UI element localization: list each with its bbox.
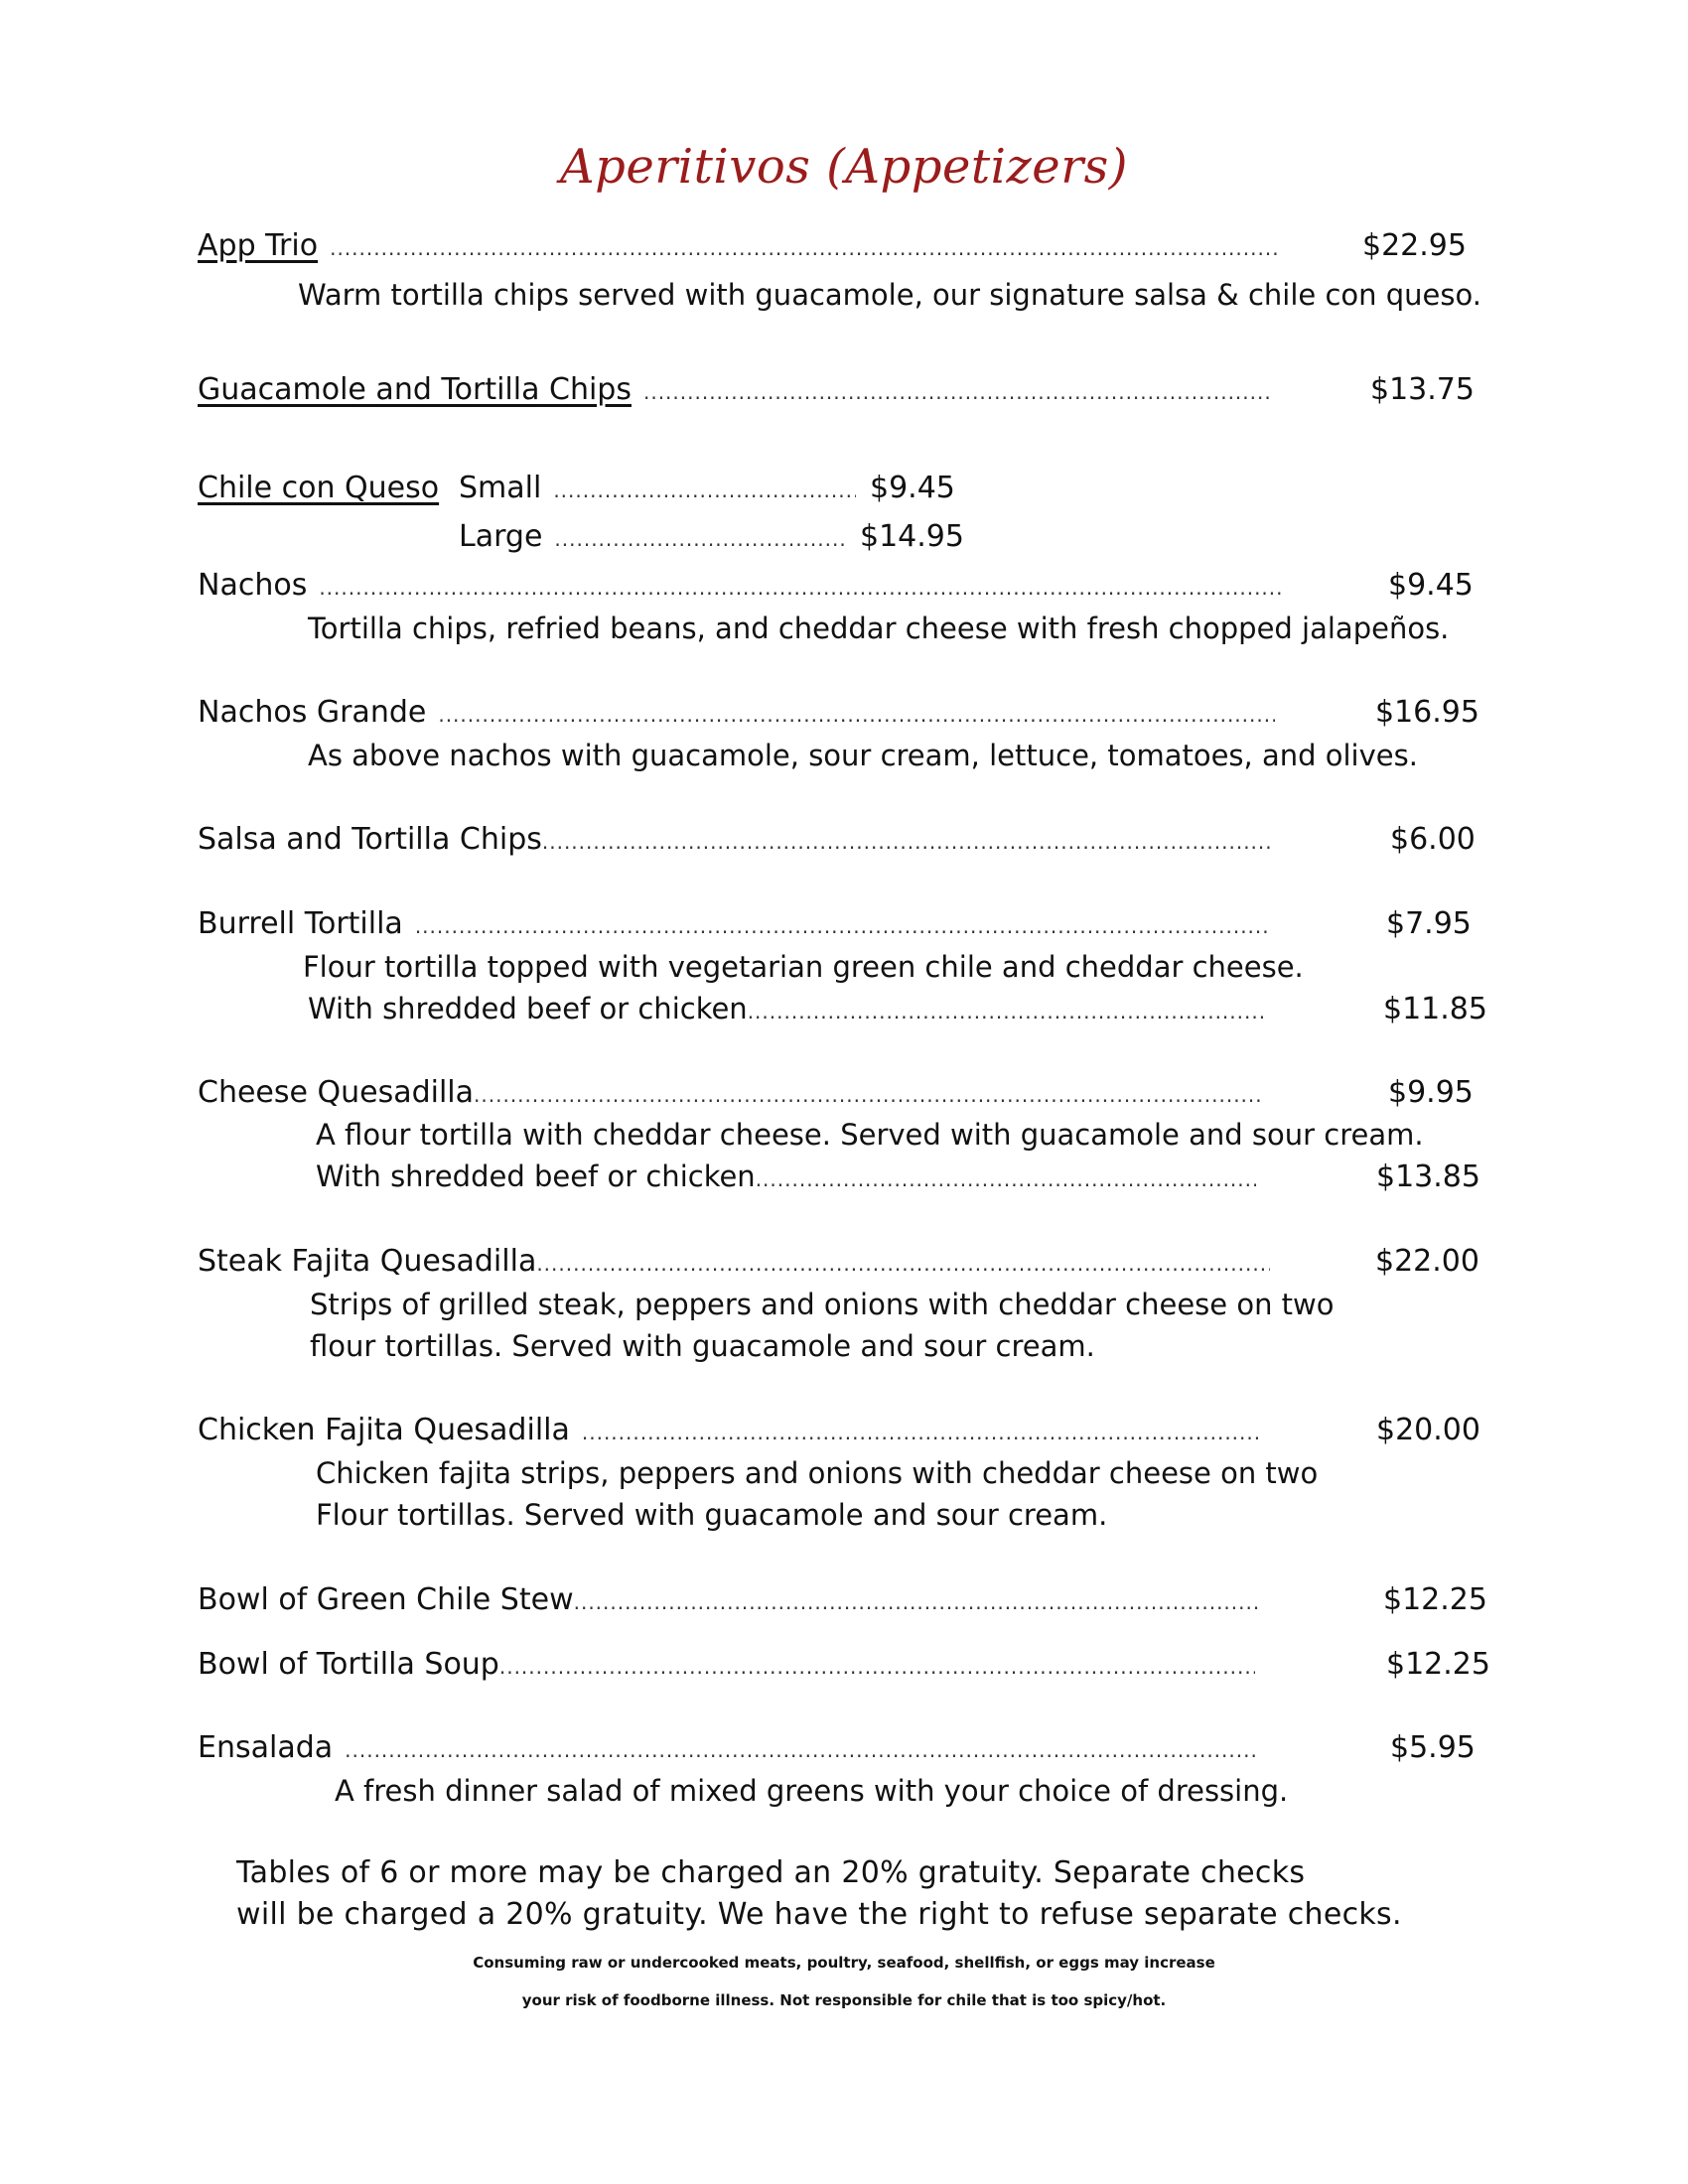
menu-item-salsa	[198, 822, 1270, 864]
leader-dots	[643, 380, 1270, 404]
item-price: $20.00	[1376, 1413, 1480, 1447]
item-price: $11.85	[1383, 992, 1487, 1026]
leader-dots	[536, 1252, 1270, 1276]
item-name: Nachos Grande	[198, 695, 427, 730]
gratuity-notice: will be charged a 20% gratuity. We have the right to refuse separate checks.	[236, 1897, 1402, 1932]
item-name: Ensalada	[198, 1730, 334, 1765]
item-price: $9.95	[1388, 1075, 1474, 1110]
leader-dots	[756, 1167, 1256, 1191]
leader-dots	[554, 527, 846, 551]
menu-item-cheese-quesadilla	[198, 1075, 1262, 1117]
menu-item-ensalada	[198, 1730, 1258, 1772]
leader-dots	[330, 236, 1280, 260]
item-name: Nachos	[198, 568, 308, 603]
option-label: With shredded beef or chicken	[316, 1160, 756, 1193]
item-price: $6.00	[1390, 822, 1476, 857]
item-name: Bowl of Tortilla Soup	[198, 1647, 499, 1682]
item-price: $5.95	[1390, 1730, 1476, 1765]
menu-item-tortilla-soup	[198, 1647, 1255, 1689]
leader-dots	[582, 1421, 1260, 1444]
size-label: Small	[459, 471, 542, 505]
leader-dots	[574, 1590, 1258, 1614]
leader-dots	[438, 703, 1275, 727]
item-name: Bowl of Green Chile Stew	[198, 1582, 574, 1617]
item-description: A flour tortilla with cheddar cheese. Served with guacamole and sour cream.	[316, 1118, 1424, 1152]
health-warning: your risk of foodborne illness. Not responsible for chile that is too spicy/hot.	[521, 1991, 1167, 2009]
item-name: Cheese Quesadilla	[198, 1075, 475, 1110]
item-description: flour tortillas. Served with guacamole and sour cream.	[310, 1329, 1095, 1363]
leader-dots	[415, 914, 1270, 938]
item-description: As above nachos with guacamole, sour cream, lettuce, tomatoes, and olives.	[308, 739, 1418, 772]
leader-dots	[748, 1000, 1266, 1024]
item-name: Salsa and Tortilla Chips	[198, 822, 542, 857]
item-price: $9.45	[1388, 568, 1474, 603]
item-price: $13.85	[1376, 1160, 1480, 1194]
item-price: $12.25	[1383, 1582, 1487, 1617]
item-description: Strips of grilled steak, peppers and onions with cheddar cheese on two	[310, 1288, 1335, 1321]
leader-dots	[499, 1655, 1255, 1679]
item-price: $22.00	[1375, 1244, 1479, 1279]
item-description: Warm tortilla chips served with guacamole, our signature salsa & chile con queso.	[298, 278, 1481, 312]
leader-dots	[542, 830, 1270, 854]
menu-item-nachos-grande	[198, 695, 1275, 737]
item-price: $13.75	[1370, 372, 1475, 407]
leader-dots	[474, 1083, 1262, 1107]
item-name: Steak Fajita Quesadilla	[198, 1244, 537, 1279]
menu-item-queso-large	[459, 519, 846, 561]
item-description: Tortilla chips, refried beans, and cheddar cheese with fresh chopped jalapeños.	[308, 612, 1450, 645]
item-name: App Trio	[198, 228, 319, 263]
item-description: Flour tortilla topped with vegetarian green chile and cheddar cheese.	[303, 950, 1304, 984]
menu-item-app-trio	[198, 228, 1280, 270]
menu-item-burrell	[198, 906, 1270, 948]
menu-item-steak-quesadilla	[198, 1244, 1270, 1286]
item-price: $9.45	[870, 471, 955, 505]
option-label: With shredded beef or chicken	[308, 992, 748, 1025]
leader-dots	[319, 576, 1282, 600]
menu-item-queso-small	[459, 471, 856, 512]
item-description: Chicken fajita strips, peppers and onions with cheddar cheese on two	[316, 1456, 1319, 1490]
gratuity-notice: Tables of 6 or more may be charged an 20% gratuity. Separate checks	[236, 1855, 1306, 1890]
size-label: Large	[459, 519, 543, 554]
item-description: A fresh dinner salad of mixed greens with your choice of dressing.	[335, 1774, 1289, 1808]
leader-dots	[345, 1738, 1258, 1762]
menu-item-cheese-quesadilla-meat	[316, 1160, 1256, 1201]
item-name: Chicken Fajita Quesadilla	[198, 1413, 570, 1447]
item-price: $7.95	[1386, 906, 1472, 941]
menu-item-burrell-meat	[308, 992, 1266, 1033]
item-price: $16.95	[1375, 695, 1479, 730]
menu-item-green-chile-stew	[198, 1582, 1258, 1624]
menu-item-nachos	[198, 568, 1282, 610]
leader-dots	[553, 478, 856, 502]
health-warning: Consuming raw or undercooked meats, poultry, seafood, shellfish, or eggs may increase	[473, 1954, 1215, 1972]
item-price: $22.95	[1362, 228, 1467, 263]
menu-item-guacamole	[198, 372, 1270, 414]
item-name: Guacamole and Tortilla Chips	[198, 372, 632, 407]
page-title: Aperitivos (Appetizers)	[559, 139, 1129, 195]
menu-item-chicken-quesadilla	[198, 1413, 1260, 1454]
item-price: $14.95	[860, 519, 964, 554]
item-description: Flour tortillas. Served with guacamole and sour cream.	[316, 1498, 1108, 1532]
item-name: Burrell Tortilla	[198, 906, 403, 941]
item-name: Chile con Queso	[198, 471, 440, 505]
item-price: $12.25	[1386, 1647, 1490, 1682]
